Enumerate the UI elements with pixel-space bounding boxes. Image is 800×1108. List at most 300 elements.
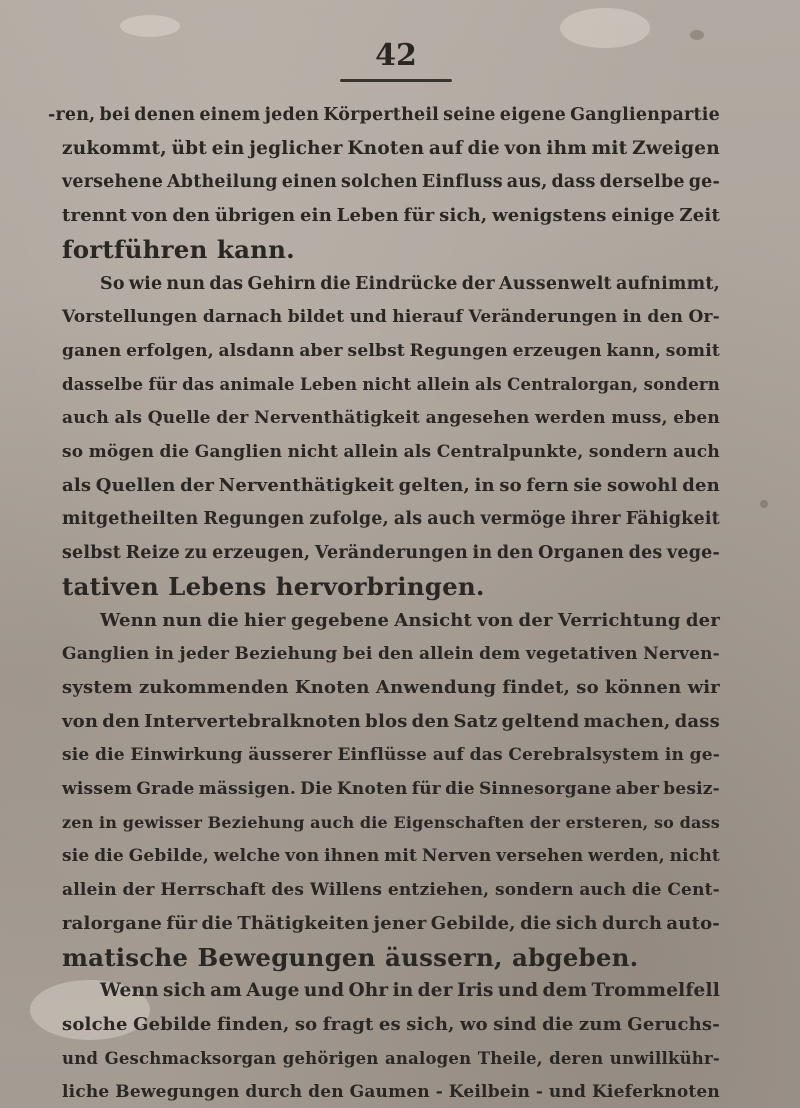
word: denen xyxy=(134,105,196,125)
text-line xyxy=(62,500,720,538)
word: die xyxy=(159,442,190,462)
word: der xyxy=(529,812,561,832)
word: jeden xyxy=(264,105,320,125)
text-line xyxy=(62,1040,720,1078)
word: hier xyxy=(244,609,286,631)
word: so xyxy=(62,442,84,462)
word: ralorgane xyxy=(62,912,163,934)
word: kann. xyxy=(216,234,295,264)
word: Ansicht xyxy=(394,609,473,631)
word: für xyxy=(411,779,441,799)
word: Nerven xyxy=(421,846,492,867)
word: Die xyxy=(300,779,333,799)
word: trennt xyxy=(62,205,127,227)
word: ein xyxy=(300,205,332,227)
word: Gehirn xyxy=(247,273,317,294)
word: deren xyxy=(549,1048,604,1068)
word: Nerven- xyxy=(643,644,720,665)
word: Sinnesorgane xyxy=(478,779,612,799)
page-number: 42 xyxy=(375,38,417,73)
word: gegebene xyxy=(290,609,390,631)
word: auch xyxy=(62,408,109,429)
paper-stain xyxy=(560,8,650,48)
word: Kieferknoten xyxy=(591,1082,720,1103)
word: Regungen xyxy=(203,509,305,530)
word: durch xyxy=(245,1082,303,1103)
word: Centralpunkte, xyxy=(436,442,584,462)
word: die xyxy=(201,912,234,934)
word: Centralorgan, xyxy=(507,374,639,394)
word: ihm xyxy=(546,137,587,159)
word: sich, xyxy=(439,205,488,227)
word: angesehen xyxy=(425,408,530,429)
word: sie xyxy=(573,474,603,496)
word: so xyxy=(499,474,522,496)
text-line xyxy=(62,467,720,505)
word: die xyxy=(94,846,124,867)
word: solchen xyxy=(341,172,418,193)
word: werden, xyxy=(588,846,665,867)
word: auch xyxy=(579,880,627,901)
word: allein xyxy=(419,644,474,665)
word: Organen xyxy=(538,543,625,564)
word: sich xyxy=(162,980,206,1002)
text-line xyxy=(62,231,720,269)
word: nun xyxy=(166,273,206,294)
word: der xyxy=(417,980,453,1002)
word: den xyxy=(377,644,414,665)
word: sind xyxy=(493,1013,537,1035)
word: entziehen, xyxy=(387,880,490,901)
word: und xyxy=(349,307,387,328)
word: einige xyxy=(611,205,675,227)
word: Beziehung xyxy=(207,812,305,832)
word: animale xyxy=(219,374,295,394)
word: solche xyxy=(62,1013,128,1035)
text-line xyxy=(100,972,720,1010)
word: in xyxy=(99,812,118,832)
word: am xyxy=(210,980,243,1002)
word: Ganglien xyxy=(194,442,283,462)
word: Vorstellungen xyxy=(62,307,198,328)
text-line xyxy=(62,1006,720,1044)
word: nun xyxy=(162,609,203,631)
word: ge- xyxy=(689,745,720,766)
word: sondern xyxy=(643,374,720,394)
word: des xyxy=(271,880,305,901)
word: versehen xyxy=(496,846,584,867)
word: Wenn xyxy=(100,609,158,631)
word: Quelle xyxy=(147,408,211,429)
word: Knoten xyxy=(294,676,370,698)
word: system xyxy=(62,676,133,698)
word: wenigstens xyxy=(492,205,607,227)
word: als xyxy=(62,474,92,496)
word: matische xyxy=(62,942,189,972)
word: zukommenden xyxy=(138,676,289,698)
word: auch xyxy=(310,812,355,832)
word: Aussenwelt xyxy=(499,273,612,294)
word: derselbe xyxy=(599,172,685,193)
word: übt xyxy=(171,137,208,159)
word: den xyxy=(172,205,211,227)
word: wissem xyxy=(62,779,133,799)
word: fragt xyxy=(322,1013,374,1035)
text-line xyxy=(62,939,720,977)
word: sich xyxy=(555,912,598,934)
word: erfolgen, xyxy=(126,340,214,361)
word: Zeit xyxy=(679,205,720,227)
word: den xyxy=(496,543,534,564)
word: hierauf xyxy=(392,307,464,328)
word: als xyxy=(403,442,432,462)
text-line xyxy=(62,635,720,673)
word: Grade xyxy=(136,779,195,799)
word: wir xyxy=(687,676,720,698)
word: einem xyxy=(199,105,261,125)
text-line xyxy=(62,736,720,774)
word: zukommt, xyxy=(62,137,167,159)
word: gewisser xyxy=(122,812,203,832)
word: darnach xyxy=(202,307,283,328)
word: allein xyxy=(343,442,399,462)
word: somit xyxy=(665,340,720,361)
text-line xyxy=(62,568,720,606)
word: seine xyxy=(443,105,496,125)
word: besiz- xyxy=(663,779,720,799)
word: selbst xyxy=(347,340,405,361)
word: Gaumen xyxy=(349,1082,430,1103)
word: Knoten xyxy=(347,137,425,159)
word: dass xyxy=(551,172,596,193)
word: eigene xyxy=(499,105,566,125)
word: auto- xyxy=(666,912,720,934)
word: nicht xyxy=(287,442,339,462)
word: werden xyxy=(535,408,606,429)
word: Einflüsse xyxy=(337,745,428,766)
word: Gebilde, xyxy=(128,846,210,867)
word: Willens xyxy=(309,880,383,901)
word: Bewegungen xyxy=(115,1082,240,1103)
text-line xyxy=(62,332,720,370)
word: versehene xyxy=(62,172,164,193)
word: ge- xyxy=(688,172,720,193)
word: auf xyxy=(428,137,463,159)
word: Einfluss xyxy=(421,172,503,193)
word: von xyxy=(62,710,99,732)
word: Abtheilung xyxy=(167,172,278,193)
word: Beziehung xyxy=(234,644,338,665)
word: zu xyxy=(184,543,208,564)
word: sondern xyxy=(494,880,574,901)
word: in xyxy=(392,980,414,1002)
word: aufnimmt, xyxy=(615,273,720,294)
word: als xyxy=(475,374,502,394)
word: ihnen xyxy=(324,846,380,867)
word: jener xyxy=(373,912,427,934)
text-line xyxy=(100,265,720,303)
word: sich, xyxy=(406,1013,455,1035)
word: ersteren, xyxy=(565,812,649,832)
word: - xyxy=(435,1082,443,1103)
word: ihrer xyxy=(570,509,621,530)
word: tativen xyxy=(62,571,159,601)
word: - xyxy=(535,1082,544,1103)
word: der xyxy=(518,609,553,631)
word: Gebilde xyxy=(133,1013,212,1035)
word: Lebens xyxy=(168,571,267,601)
word: die xyxy=(359,812,388,832)
text-line xyxy=(62,669,720,707)
text-line xyxy=(62,837,720,875)
word: sie xyxy=(62,745,90,766)
word: Iris xyxy=(456,980,494,1002)
word: der xyxy=(685,609,720,631)
word: als xyxy=(393,509,423,530)
word: geltend xyxy=(501,710,580,732)
text-line xyxy=(62,770,720,808)
word: auch xyxy=(427,509,476,530)
word: zum xyxy=(578,1013,622,1035)
word: in xyxy=(154,644,175,665)
word: die xyxy=(520,912,552,934)
word: den xyxy=(102,710,141,732)
word: abgeben. xyxy=(512,942,639,972)
word: fern xyxy=(526,474,569,496)
word: die xyxy=(320,273,351,294)
word: für xyxy=(403,205,435,227)
word: die xyxy=(631,880,662,901)
word: der xyxy=(216,408,249,429)
word: erzeugen, xyxy=(212,543,311,564)
word: dass xyxy=(674,710,720,732)
word: Intervertebralknoten xyxy=(144,710,362,732)
page-number-rule xyxy=(340,79,452,82)
word: Ohr xyxy=(348,980,389,1002)
word: muss, xyxy=(611,408,668,429)
word: Wenn xyxy=(100,980,159,1002)
word: so xyxy=(576,676,599,698)
word: Veränderungen xyxy=(468,307,618,328)
word: für xyxy=(166,912,198,934)
word: Ganglien xyxy=(62,644,150,665)
word: Körpertheil xyxy=(323,105,440,125)
word: dass xyxy=(679,812,720,832)
word: Regungen xyxy=(409,340,508,361)
word: Trommelfell xyxy=(591,980,720,1002)
word: die xyxy=(542,1013,574,1035)
word: Zweigen xyxy=(632,137,720,159)
word: erzeugen xyxy=(512,340,602,361)
word: jeder xyxy=(179,644,230,665)
paper-stain xyxy=(690,30,704,40)
word: dem xyxy=(542,980,588,1002)
word: Geruchs- xyxy=(627,1013,720,1035)
word: wie xyxy=(128,273,163,294)
text-line xyxy=(62,163,720,201)
text-line xyxy=(62,130,720,168)
word: von xyxy=(477,609,514,631)
word: zen xyxy=(62,812,94,832)
word: wo xyxy=(459,1013,488,1035)
word: selbst xyxy=(62,543,122,564)
word: das xyxy=(209,273,244,294)
word: dem xyxy=(479,644,521,665)
word: Thätigkeiten xyxy=(237,912,370,934)
word: Herrschaft xyxy=(160,880,266,901)
word: mit xyxy=(384,846,418,867)
word: bei xyxy=(99,105,131,125)
word: des xyxy=(628,543,663,564)
word: So xyxy=(100,273,125,294)
word: vermöge xyxy=(480,509,566,530)
word: ganen xyxy=(62,340,122,361)
word: Einwirkung xyxy=(130,745,243,766)
word: und xyxy=(62,1048,99,1068)
word: und xyxy=(303,980,345,1002)
word: mässigen. xyxy=(198,779,297,799)
word: sowohl xyxy=(606,474,678,496)
word: können xyxy=(604,676,682,698)
word: dasselbe xyxy=(62,374,144,394)
word: Reize xyxy=(125,543,180,564)
word: unwillkühr- xyxy=(609,1048,720,1068)
word: übrigen xyxy=(214,205,296,227)
text-line xyxy=(62,703,720,741)
word: Keilbein xyxy=(448,1082,531,1103)
word: den xyxy=(411,710,450,732)
word: mit xyxy=(591,137,628,159)
word: die xyxy=(445,779,475,799)
word: das xyxy=(469,745,503,766)
word: Leben xyxy=(300,374,358,394)
word: in xyxy=(664,745,685,766)
word: machen, xyxy=(583,710,671,732)
word: Cerebralsystem xyxy=(508,745,660,766)
text-line xyxy=(62,298,720,336)
text-line xyxy=(62,804,720,842)
word: Theile, xyxy=(477,1048,543,1068)
text-line xyxy=(62,399,720,437)
word: die xyxy=(207,609,239,631)
word: finden, xyxy=(216,1013,290,1035)
word: mögen xyxy=(88,442,155,462)
word: auch xyxy=(673,442,720,462)
text-line xyxy=(48,96,720,134)
word: blos xyxy=(365,710,408,732)
word: von xyxy=(504,137,542,159)
word: von xyxy=(285,846,320,867)
word: der xyxy=(461,273,495,294)
word: auf xyxy=(432,745,465,766)
word: Knoten xyxy=(336,779,408,799)
word: analogen xyxy=(385,1048,472,1068)
word: einen xyxy=(281,172,338,193)
word: nicht xyxy=(669,846,720,867)
word: den xyxy=(308,1082,344,1103)
word: Geschmacksorgan xyxy=(104,1048,277,1068)
word: äusserer xyxy=(248,745,332,766)
word: mitgetheilten xyxy=(62,509,199,530)
word: die xyxy=(467,137,500,159)
word: Or- xyxy=(688,307,720,328)
word: Satz xyxy=(453,710,498,732)
text-line xyxy=(62,433,720,471)
text-line xyxy=(62,197,720,235)
word: den xyxy=(682,474,720,496)
word: Bewegungen xyxy=(197,942,376,972)
word: fortführen xyxy=(62,234,208,264)
text-line xyxy=(62,905,720,943)
word: sondern xyxy=(588,442,668,462)
word: vegetativen xyxy=(525,644,638,665)
word: aber xyxy=(299,340,343,361)
word: gelten, xyxy=(398,474,471,496)
word: Auge xyxy=(246,980,300,1002)
word: allein xyxy=(62,880,117,901)
word: Nerventhätigkeit xyxy=(254,408,421,429)
text-line xyxy=(62,871,720,909)
word: alsdann xyxy=(218,340,295,361)
word: zufolge, xyxy=(309,509,389,530)
word: Gebilde, xyxy=(430,912,516,934)
word: Anwendung xyxy=(375,676,497,698)
word: bei xyxy=(342,644,373,665)
word: Leben xyxy=(336,205,399,227)
word: und xyxy=(548,1082,587,1103)
word: Veränderungen xyxy=(314,543,468,564)
word: Eindrücke xyxy=(354,273,458,294)
word: und xyxy=(497,980,539,1002)
word: -ren, xyxy=(48,105,96,125)
word: ein xyxy=(211,137,245,159)
text-line xyxy=(100,602,720,640)
word: Fähigkeit xyxy=(625,509,720,530)
word: Ganglienpartie xyxy=(570,105,720,125)
word: kann, xyxy=(606,340,661,361)
word: die xyxy=(95,745,125,766)
word: welche xyxy=(213,846,281,867)
word: Cent- xyxy=(667,880,720,901)
word: aber xyxy=(615,779,660,799)
word: aus, xyxy=(506,172,548,193)
word: vege- xyxy=(667,543,720,564)
word: sie xyxy=(62,846,90,867)
word: von xyxy=(131,205,168,227)
word: Nerventhätigkeit xyxy=(218,474,395,496)
word: Eigenschaften xyxy=(393,812,525,832)
word: nicht xyxy=(362,374,412,394)
word: hervorbringen. xyxy=(275,571,485,601)
word: gehörigen xyxy=(282,1048,379,1068)
word: es xyxy=(378,1013,401,1035)
word: so xyxy=(294,1013,318,1035)
text-line xyxy=(62,366,720,404)
word: bildet xyxy=(287,307,345,328)
word: in xyxy=(474,474,495,496)
word: findet, xyxy=(502,676,571,698)
word: allein xyxy=(416,374,470,394)
paper-stain xyxy=(760,500,768,508)
word: den xyxy=(647,307,684,328)
paper-stain xyxy=(120,15,180,37)
word: der xyxy=(122,880,155,901)
word: äussern, xyxy=(385,942,503,972)
word: so xyxy=(653,812,675,832)
word: Verrichtung xyxy=(557,609,681,631)
text-line xyxy=(62,1073,720,1108)
word: der xyxy=(180,474,215,496)
